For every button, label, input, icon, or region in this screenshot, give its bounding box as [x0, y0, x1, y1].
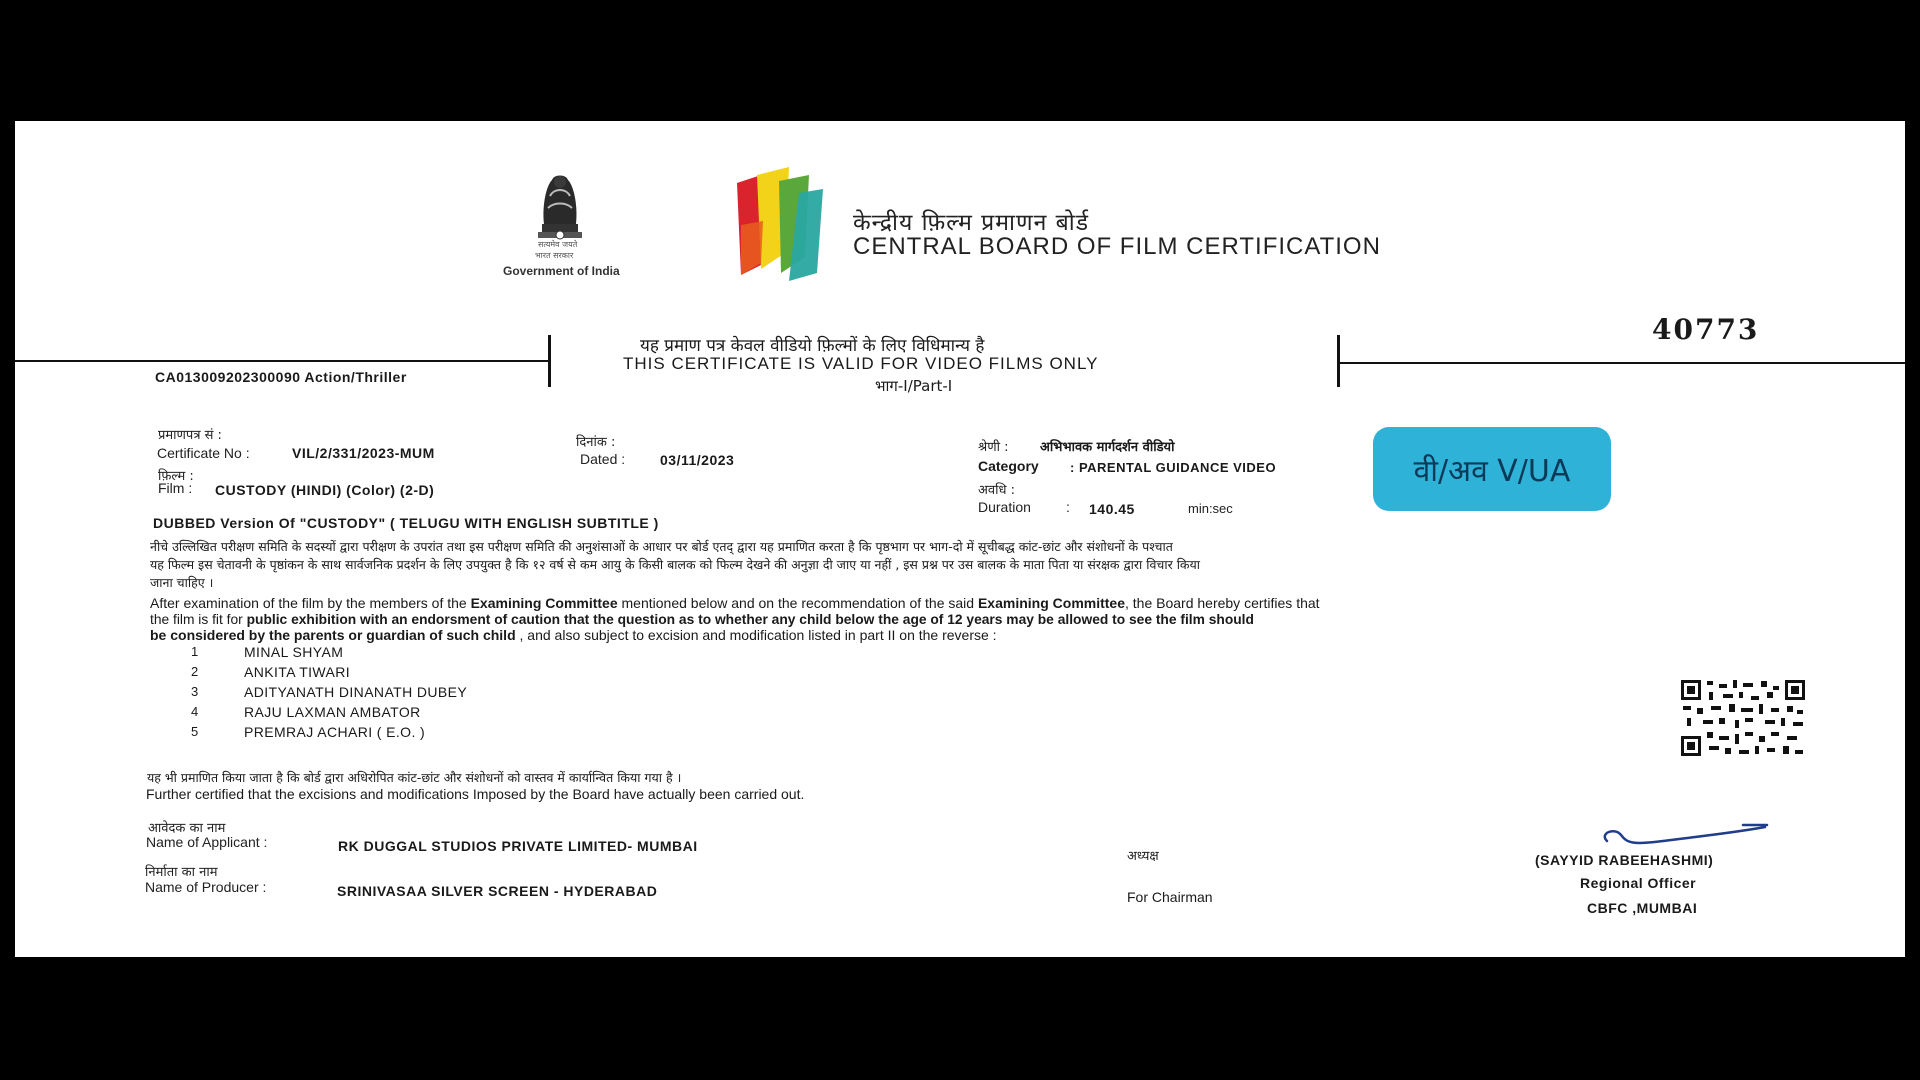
- member-number: 4: [191, 704, 199, 719]
- duration-value: 140.45: [1089, 501, 1135, 517]
- officer-office: CBFC ,MUMBAI: [1587, 900, 1698, 916]
- certificate: [15, 121, 1905, 957]
- date-label: Dated :: [580, 451, 626, 467]
- para3-text-a: be considered by the parents or guardian of such child: [150, 627, 516, 643]
- para3-text-b: , and also subject to excision and modification listed in part II on the reverse :: [515, 627, 997, 643]
- hindi-para-line-1: नीचे उल्लिखित परीक्षण समिति के सदस्यों द्वारा परीक्षण के उपरांत तथा इस परीक्षण समिति की अनुशंसाओं के आधार पर बोर्ड एतद् द्वारा यह प्रमाणित करता है कि पृष्ठभाग पर भाग-दो में सूचीबद्ध कांट-छांट और संशोधनों के पश्चात: [150, 539, 1173, 554]
- signature-icon: [1593, 821, 1773, 851]
- signature: [1593, 821, 1773, 851]
- para2-text-a: the film is fit for: [150, 612, 247, 627]
- member-name: MINAL SHYAM: [244, 644, 344, 660]
- applicant-label: Name of Applicant :: [146, 834, 268, 850]
- reference-code: CA013009202300090 Action/Thriller: [155, 369, 407, 385]
- member-number: 1: [191, 644, 199, 659]
- member-name: RAJU LAXMAN AMBATOR: [244, 704, 421, 720]
- category-value: : PARENTAL GUIDANCE VIDEO: [1070, 460, 1277, 475]
- member-number: 2: [191, 664, 199, 679]
- validity-part: भाग-I/Part-I: [875, 377, 953, 395]
- officer-title: Regional Officer: [1580, 875, 1697, 891]
- english-para-line-1: [150, 596, 1790, 611]
- officer-name: (SAYYID RABEEHASHMI): [1535, 852, 1714, 868]
- right-bracket: [1337, 335, 1340, 387]
- producer-label: Name of Producer :: [145, 879, 267, 895]
- cbfc-logo-icon: [727, 165, 847, 285]
- duration-unit: min:sec: [1188, 501, 1233, 516]
- board-name-english: CENTRAL BOARD OF FILM CERTIFICATION: [853, 233, 1381, 260]
- member-name: ANKITA TIWARI: [244, 664, 351, 680]
- serial-number: 40773: [1652, 313, 1760, 346]
- date-value: 03/11/2023: [660, 452, 735, 468]
- hindi-para-line-3: जाना चाहिए ।: [150, 575, 214, 590]
- member-name: ADITYANATH DINANATH DUBEY: [244, 684, 468, 700]
- para1-text-c: mentioned below and on the recommendation of the said: [617, 595, 978, 611]
- cert-no-label: Certificate No :: [157, 445, 250, 461]
- cert-no-hindi-label: प्रमाणपत्र सं :: [158, 428, 222, 443]
- hindi-para-line-2: यह फिल्म इस चेतावनी के पृष्ठांकन के साथ सार्वजनिक प्रदर्शन के लिए उपयुक्त है कि १२ वर्ष से कम आयु के किसी बालक को फिल्म देखने की अनुज्ञा दी जाए या नहीं , इस प्रश्न पर उस बालक के माता पिता या संरक्षक द्वारा विचार किया: [150, 557, 1201, 572]
- para1-text-d: Examining Committee: [977, 595, 1125, 611]
- date-hindi-label: दिनांक :: [576, 435, 616, 450]
- category-label: Category: [978, 458, 1039, 474]
- cbfc-logo: [727, 165, 847, 285]
- producer-value: SRINIVASAA SILVER SCREEN - HYDERABAD: [337, 883, 658, 899]
- duration-hindi-label: अवधि :: [978, 483, 1016, 498]
- english-para-line-2: [150, 612, 1790, 627]
- board-name-hindi: केन्द्रीय फ़िल्म प्रमाणन बोर्ड: [853, 210, 1090, 236]
- emblem-motto: सत्यमेव जयते: [538, 240, 578, 249]
- applicant-hindi-label: आवेदक का नाम: [148, 821, 226, 836]
- english-para-line-3: [150, 628, 1790, 643]
- duration-label: Duration: [978, 499, 1031, 515]
- left-bracket: [548, 335, 551, 387]
- film-label: Film :: [158, 480, 193, 496]
- category-hindi-value: अभिभावक मार्गदर्शन वीडियो: [1040, 440, 1175, 455]
- duration-colon: :: [1066, 499, 1070, 515]
- dubbed-version-line: DUBBED Version Of "CUSTODY" ( TELUGU WITH ENGLISH SUBTITLE ): [153, 515, 659, 531]
- member-name: PREMRAJ ACHARI ( E.O. ): [244, 724, 426, 740]
- para1-text-b: Examining Committee: [470, 595, 618, 611]
- emblem-hindi-caption: भारत सरकार: [535, 251, 574, 260]
- chairman-hindi: अध्यक्ष: [1127, 849, 1159, 864]
- qr-code: [1679, 678, 1807, 758]
- member-number: 5: [191, 724, 199, 739]
- qr-code-icon: [1679, 678, 1807, 758]
- chairman-label: For Chairman: [1127, 889, 1213, 905]
- category-hindi-label: श्रेणी :: [978, 440, 1009, 455]
- applicant-value: RK DUGGAL STUDIOS PRIVATE LIMITED- MUMBAI: [338, 838, 698, 854]
- para2-text-b: public exhibition with an endorsment of caution that the question as to whether any child below the age of 12 years may be allowed to see the film should: [246, 612, 1254, 627]
- producer-hindi-label: निर्माता का नाम: [145, 865, 218, 880]
- film-value: CUSTODY (HINDI) (Color) (2-D): [215, 482, 435, 498]
- film-hindi-label: फ़िल्म :: [158, 469, 194, 484]
- validity-english: THIS CERTIFICATE IS VALID FOR VIDEO FILMS ONLY: [623, 354, 1099, 373]
- para1-text-a: After examination of the film by the members of the: [150, 595, 471, 611]
- member-number: 3: [191, 684, 199, 699]
- further-certified-hindi: यह भी प्रमाणित किया जाता है कि बोर्ड द्वारा अधिरोपित कांट-छांट और संशोधनों को वास्तव में कार्यान्वित किया गया है ।: [147, 770, 682, 785]
- cert-no-value: VIL/2/331/2023-MUM: [292, 445, 435, 461]
- emblem-caption: Government of India: [503, 264, 620, 278]
- para1-text-e: , the Board hereby certifies that: [1125, 595, 1320, 611]
- validity-hindi: यह प्रमाण पत्र केवल वीडियो फ़िल्मों के लिए विधिमान्य है: [640, 336, 985, 356]
- left-rule: [15, 360, 550, 362]
- right-rule: [1337, 362, 1905, 364]
- rating-badge: वी/अव V/UA: [1373, 427, 1611, 511]
- further-certified-english: Further certified that the excisions and modifications Imposed by the Board have actually been carried out.: [146, 786, 805, 802]
